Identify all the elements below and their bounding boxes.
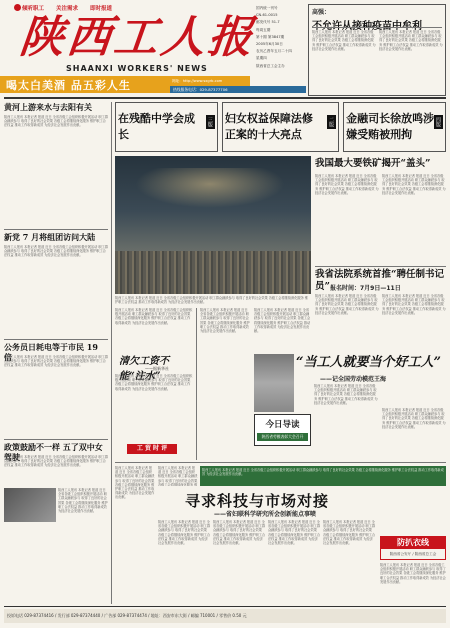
article-body [58, 488, 108, 600]
article-body [382, 408, 446, 460]
article-body [323, 520, 375, 602]
headline: 我省法院系统首推“聘任制书记员” [315, 269, 444, 292]
guide-sub: 陕西省劳模表彰大会召开 [257, 433, 308, 441]
footer-text: 投诉电话 029-87374416 / 发行部 029-87374440 / 广告部 029-87374474 / 地址：西安市东大街 / 邮编 710001 / 零售价 0.50 元 [7, 613, 247, 618]
article-body [4, 355, 108, 437]
info-line: 第十期 第3847期 [256, 34, 285, 39]
article-body [213, 520, 265, 602]
info-line: 2005年6月30日 [256, 42, 283, 47]
inset-photo [4, 488, 56, 522]
teaser-text: 妇女权益保障法修正案的十大亮点 [224, 112, 313, 141]
masthead-title: 陕西工人报 [17, 12, 258, 63]
comment-tag: 工 贸 时 评 [127, 444, 177, 454]
editorial-body [379, 30, 443, 94]
teaser-banner [115, 102, 446, 152]
article-body [158, 466, 198, 486]
photo-caption [115, 296, 311, 305]
comment-source: ——据新华社 [145, 366, 169, 371]
website: 网址：http://www.sxgrb.com [172, 79, 223, 83]
teaser-text: 金融司长徐放鸣涉嫌受贿被刑拘 [346, 112, 435, 141]
article-body [158, 520, 210, 602]
guide-title: 今日导读 [265, 420, 300, 430]
feature-photo [254, 354, 294, 412]
article-body [115, 308, 193, 348]
bottom-sub: ——省妇联科学研究所会创新能点事喷 [214, 511, 317, 518]
article-body [4, 245, 108, 337]
notice-strip [200, 466, 446, 486]
top-tag: 即时报道 [90, 6, 113, 12]
teaser-item[interactable] [343, 102, 446, 152]
feature-headline: “当工人就要当个好工人” [296, 355, 441, 370]
article-body [382, 174, 446, 264]
article-body [268, 520, 320, 602]
info-line: 每周五期 [256, 27, 271, 32]
bottom-headline: 寻求科技与市场对接 [185, 492, 330, 510]
article-body [4, 115, 108, 227]
top-tags [22, 4, 112, 12]
headline: 新党 7 月将组团访问大陆 [4, 232, 96, 242]
headline: 公务员日耗电等于市民 19 倍 [4, 342, 98, 362]
info-line: 邮发代号 51-7 [256, 20, 280, 25]
hotline: 热线服务电话：029-87377706 [173, 86, 228, 92]
hotline-bar [170, 86, 306, 93]
article-body [200, 308, 250, 458]
page-tag: 四版 [435, 117, 441, 127]
top-tag: 倾听职工 [22, 6, 45, 12]
article-body [254, 308, 311, 352]
ad-slogan: 喝太白美酒 品五彩人生 [6, 78, 131, 92]
editorial-body [312, 30, 376, 94]
info-line: 陕西省总工会主办 [256, 63, 285, 68]
article-body [314, 384, 378, 460]
headline-sub: 报名时间：7月9日—11日 [330, 285, 401, 292]
info-line: 农历乙酉年五月二十四 [256, 49, 292, 54]
headline: 黄河上游来水与去阳有关 [4, 102, 92, 112]
top-tag: 关注需求 [56, 6, 79, 12]
emblem-icon [14, 4, 21, 11]
page-tag: 二版 [328, 117, 335, 127]
info-line: 星期四 [256, 56, 267, 61]
comment-title: 清欠工资不能“注水” [119, 356, 169, 382]
feature-sub: ——记全国劳动模范王海 [320, 376, 387, 383]
lead-photo [115, 156, 311, 294]
article-body [115, 374, 193, 440]
masthead-subtitle: SHAANXI WORKERS' NEWS [66, 64, 208, 73]
ad-box-title: 防扒衣线 [381, 537, 445, 549]
footer [4, 609, 446, 623]
info-line: 国内统一刊号 [256, 6, 278, 10]
article-body [380, 563, 446, 603]
masthead-info [256, 5, 306, 70]
teaser-text: 在残酷中学会成长 [118, 112, 195, 141]
ad-box-sub: 陕西省公安厅 / 陕西省总工会 [389, 552, 437, 556]
masthead [0, 0, 450, 100]
info-line: CN-61-0015 [256, 13, 278, 18]
article-body [382, 294, 446, 404]
teaser-item[interactable] [222, 102, 339, 152]
page-tag: 三版 [206, 117, 213, 127]
headline: 政策鼓励不一样 五了双中女驾驶 [4, 442, 103, 462]
commentary [115, 308, 193, 460]
editorial-label: 高强： [312, 9, 331, 16]
ad-box [380, 536, 446, 560]
article-body [115, 466, 155, 602]
today-guide [254, 414, 311, 446]
article-body [315, 174, 379, 264]
teaser-item[interactable] [115, 102, 218, 152]
editorial-box [308, 4, 446, 96]
headline: 我国最大要铁矿揭开“盖头” [315, 158, 431, 169]
